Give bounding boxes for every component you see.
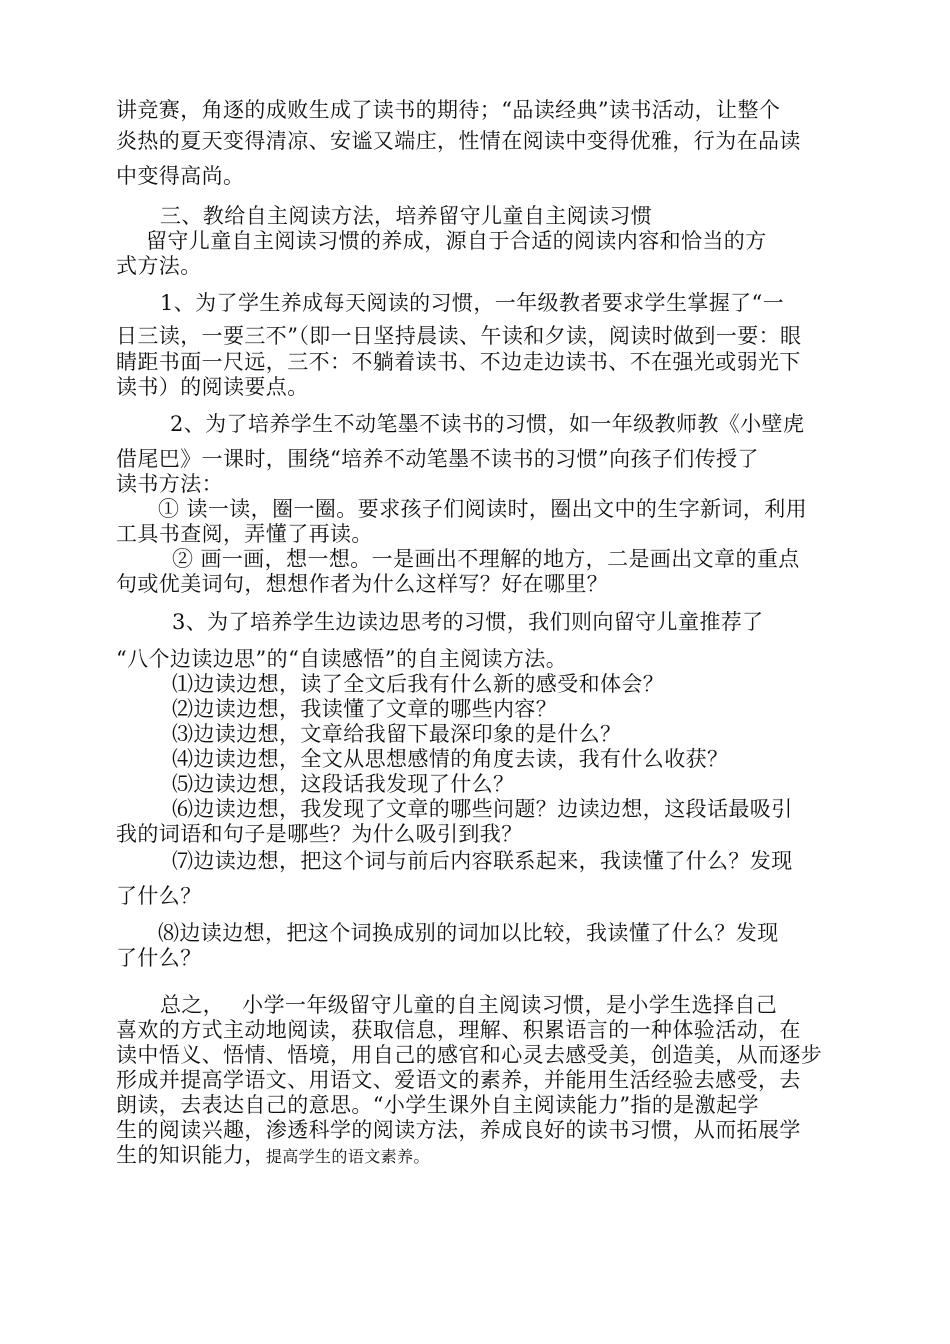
- text-line-25: ⑹边读边想，我发现了文章的哪些问题？边读边想，这段话最吸引: [172, 797, 793, 821]
- text-line-12: 借尾巴》一课时，围绕“培养不动笔墨不读书的习惯”向孩子们传授了: [116, 447, 759, 471]
- text-line-37: [116, 1142, 430, 1170]
- text-line-6: 式方法。: [116, 254, 202, 278]
- text-line-37-part2: 提高学生的语文素养。: [265, 1147, 430, 1166]
- text-line-29: ⑻边读边想，把这个词换成别的词加以比较，我读懂了什么？发现: [158, 921, 779, 945]
- text-line-23: ⑷边读边想，全文从思想感情的角度去读，我有什么收获？: [172, 747, 729, 771]
- text-line-30: 了什么？: [116, 946, 202, 970]
- text-line-7: 1、为了学生养成每天阅读的习惯，一年级教者要求学生掌握了“一: [160, 291, 785, 315]
- text-line-36: 生的阅读兴趣，渗透科学的阅读方法，养成良好的读书习惯，从而拓展学: [116, 1118, 801, 1142]
- text-line-3: 中变得高尚。: [116, 164, 245, 188]
- text-line-37-part1: 生的知识能力，: [116, 1143, 266, 1167]
- text-line-10: 读书）的阅读要点。: [116, 375, 309, 399]
- text-line-16: ② 画一画，想一想。一是画出不理解的地方，二是画出文章的重点: [172, 547, 800, 571]
- text-line-32: 喜欢的方式主动地阅读，获取信息，理解、积累语言的一种体验活动，在: [116, 1018, 801, 1042]
- text-line-14: ① 读一读，圈一圈。要求孩子们阅读时，圈出文中的生字新词，利用: [158, 497, 808, 521]
- text-line-21: ⑵边读边想，我读懂了文章的哪些内容？: [172, 697, 558, 721]
- text-line-33: 读中悟义、悟情、悟境，用自己的感官和心灵去感受美，创造美，从而逐步: [116, 1043, 823, 1067]
- text-line-27: ⑺边读边想，把这个词与前后内容联系起来，我读懂了什么？发现: [172, 849, 793, 873]
- text-line-34: 形成并提高学语文、用语文、爱语文的素养，并能用生活经验去感受，去: [116, 1068, 801, 1092]
- text-line-22: ⑶边读边想，文章给我留下最深印象的是什么？: [172, 722, 622, 746]
- text-line-17: 句或优美词句，想想作者为什么这样写？好在哪里？: [116, 572, 609, 596]
- text-line-9: 睛距书面一尺远，三不：不躺着读书、不边走边读书、不在强光或弱光下: [116, 350, 801, 374]
- text-line-18: 3、为了培养学生边读边思考的习惯，我们则向留守儿童推荐了: [172, 610, 764, 634]
- text-line-13: 读书方法：: [116, 472, 223, 496]
- text-line-8: 日三读，一要三不”（即一日坚持晨读、午读和夕读，阅读时做到一要：眼: [116, 324, 802, 348]
- text-line-11: 2、为了培养学生不动笔墨不读书的习惯，如一年级教师教《小壁虎: [170, 412, 805, 436]
- text-line-26: 我的词语和句子是哪些？为什么吸引到我？: [116, 822, 523, 846]
- text-line-31: 总之， 小学一年级留守儿童的自主阅读习惯，是小学生选择自己: [160, 993, 778, 1017]
- text-line-19: “八个边读边思”的“自读感悟”的自主阅读方法。: [116, 647, 568, 671]
- text-line-28: 了什么？: [116, 884, 202, 908]
- text-line-2: 炎热的夏天变得清凉、安谧又端庄，性情在阅读中变得优雅，行为在品读: [116, 129, 801, 153]
- text-line-15: 工具书查阅，弄懂了再读。: [116, 522, 373, 546]
- text-line-20: ⑴边读边想，读了全文后我有什么新的感受和体会？: [172, 672, 665, 696]
- text-line-5: 留守儿童自主阅读习惯的养成，源自于合适的阅读内容和恰当的方: [146, 229, 767, 253]
- section-heading: 三、教给自主阅读方法，培养留守儿童自主阅读习惯: [160, 204, 653, 228]
- text-line-35: 朗读，去表达自己的意思。“小学生课外自主阅读能力”指的是激起学: [116, 1093, 759, 1117]
- text-line-1: 讲竞赛，角逐的成败生成了读书的期待；“品读经典”读书活动，让整个: [116, 98, 781, 122]
- text-line-24: ⑸边读边想，这段话我发现了什么？: [172, 772, 515, 796]
